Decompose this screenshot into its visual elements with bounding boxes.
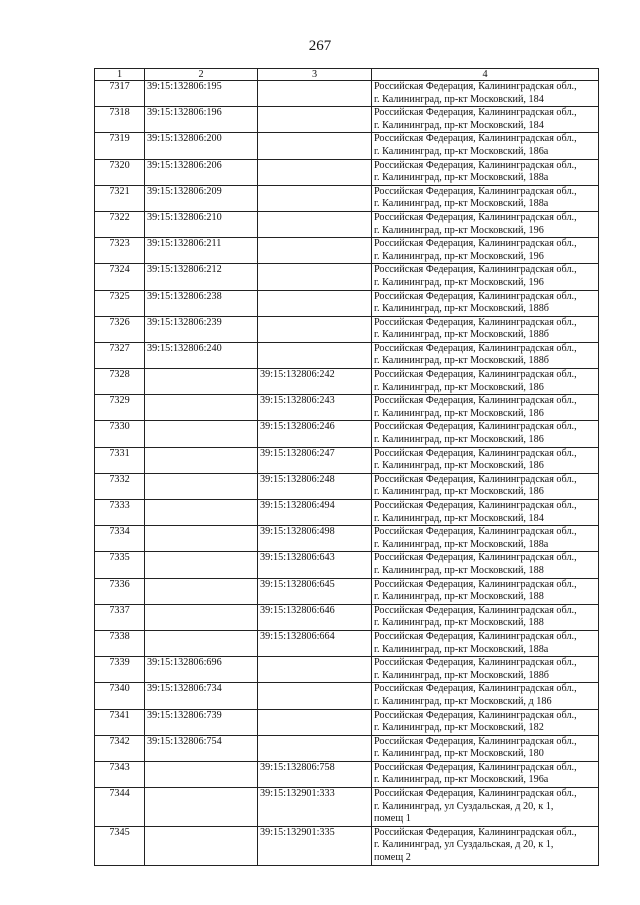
row-number: 7319 xyxy=(95,133,145,159)
address-cell xyxy=(372,290,599,316)
cadastral-number-col2: 39:15:132806:239 xyxy=(145,316,258,342)
table-row xyxy=(95,133,599,159)
table-row xyxy=(95,761,599,787)
address-cell xyxy=(372,826,599,865)
table-row xyxy=(95,552,599,578)
cadastral-number-col2: 39:15:132806:209 xyxy=(145,185,258,211)
table-row xyxy=(95,709,599,735)
cadastral-number-col2: 39:15:132806:195 xyxy=(145,81,258,107)
cadastral-number-col2 xyxy=(145,447,258,473)
column-header-3: 3 xyxy=(258,69,372,81)
cadastral-number-col3: 39:15:132806:758 xyxy=(258,761,372,787)
cadastral-number-col2 xyxy=(145,630,258,656)
address-cell xyxy=(372,159,599,185)
address-line: Российская Федерация, Калининградская обл., xyxy=(374,552,577,564)
column-header-2: 2 xyxy=(145,69,258,81)
table-row xyxy=(95,826,599,865)
address-line: Российская Федерация, Калининградская обл., xyxy=(374,211,577,223)
cadastral-number-col3: 39:15:132806:247 xyxy=(258,447,372,473)
table-row xyxy=(95,630,599,656)
address-line: Российская Федерация, Калининградская обл., xyxy=(374,290,577,302)
address-line: г. Калининград, ул Суздальская, д 20, к 1, xyxy=(374,839,554,851)
address-line: г. Калининград, пр-кт Московский, 184 xyxy=(374,512,544,524)
row-number: 7325 xyxy=(95,290,145,316)
address-line: Российская Федерация, Калининградская обл., xyxy=(374,369,577,381)
page-number: 267 xyxy=(308,38,332,54)
address-line: Российская Федерация, Калининградская обл., xyxy=(374,81,577,92)
address-cell xyxy=(372,735,599,761)
row-number: 7340 xyxy=(95,683,145,709)
address-line: г. Калининград, пр-кт Московский, 196 xyxy=(374,250,544,262)
row-number: 7327 xyxy=(95,342,145,368)
table-row xyxy=(95,447,599,473)
address-line: Российская Федерация, Калининградская обл., xyxy=(374,395,577,407)
cadastral-number-col3: 39:15:132806:494 xyxy=(258,500,372,526)
address-line: Российская Федерация, Калининградская обл., xyxy=(374,709,577,721)
cadastral-number-col3: 39:15:132806:664 xyxy=(258,630,372,656)
row-number: 7331 xyxy=(95,447,145,473)
address-cell xyxy=(372,709,599,735)
cadastral-number-col3 xyxy=(258,290,372,316)
cadastral-number-col3 xyxy=(258,185,372,211)
cadastral-number-col2 xyxy=(145,604,258,630)
address-line: г. Калининград, пр-кт Московский, 186 xyxy=(374,460,544,472)
address-line: г. Калининград, пр-кт Московский, 186 xyxy=(374,381,544,393)
cadastral-number-col2: 39:15:132806:212 xyxy=(145,264,258,290)
address-line: г. Калининград, пр-кт Московский, 188а xyxy=(374,643,549,655)
address-line: г. Калининград, пр-кт Московский, 188а xyxy=(374,172,549,184)
table-row xyxy=(95,500,599,526)
row-number: 7332 xyxy=(95,473,145,499)
table-row xyxy=(95,604,599,630)
row-number: 7317 xyxy=(95,81,145,107)
address-cell xyxy=(372,211,599,237)
cadastral-number-col2: 39:15:132806:754 xyxy=(145,735,258,761)
table-row xyxy=(95,683,599,709)
row-number: 7328 xyxy=(95,369,145,395)
address-line: г. Калининград, пр-кт Московский, 184 xyxy=(374,119,544,131)
cadastral-number-col2: 39:15:132806:696 xyxy=(145,657,258,683)
row-number: 7324 xyxy=(95,264,145,290)
address-cell xyxy=(372,657,599,683)
address-line: Российская Федерация, Калининградская обл., xyxy=(374,238,577,250)
cadastral-number-col3 xyxy=(258,264,372,290)
address-line: Российская Федерация, Калининградская обл., xyxy=(374,447,577,459)
address-cell xyxy=(372,526,599,552)
table-row xyxy=(95,81,599,107)
cadastral-number-col3: 39:15:132806:646 xyxy=(258,604,372,630)
row-number: 7321 xyxy=(95,185,145,211)
row-number: 7330 xyxy=(95,421,145,447)
address-cell xyxy=(372,107,599,133)
table-row xyxy=(95,735,599,761)
address-cell xyxy=(372,630,599,656)
cadastral-number-col3: 39:15:132806:242 xyxy=(258,369,372,395)
cadastral-number-col3 xyxy=(258,316,372,342)
cadastral-number-col3 xyxy=(258,683,372,709)
address-cell xyxy=(372,500,599,526)
cadastral-number-col3: 39:15:132806:498 xyxy=(258,526,372,552)
address-cell xyxy=(372,761,599,787)
address-cell xyxy=(372,473,599,499)
address-line: Российская Федерация, Калининградская обл., xyxy=(374,657,577,669)
row-number: 7333 xyxy=(95,500,145,526)
address-line: Российская Федерация, Калининградская обл., xyxy=(374,107,577,119)
address-cell xyxy=(372,604,599,630)
cadastral-number-col3 xyxy=(258,657,372,683)
address-cell xyxy=(372,578,599,604)
row-number: 7343 xyxy=(95,761,145,787)
cadastral-number-col3 xyxy=(258,238,372,264)
row-number: 7337 xyxy=(95,604,145,630)
address-line: г. Калининград, пр-кт Московский, 188б xyxy=(374,329,549,341)
cadastral-number-col3 xyxy=(258,81,372,107)
column-header-1: 1 xyxy=(95,69,145,81)
address-line: Российская Федерация, Калининградская обл., xyxy=(374,788,577,800)
address-cell xyxy=(372,264,599,290)
row-number: 7320 xyxy=(95,159,145,185)
column-header-4: 4 xyxy=(372,69,599,81)
address-cell xyxy=(372,421,599,447)
address-cell xyxy=(372,342,599,368)
address-line: Российская Федерация, Калининградская обл., xyxy=(374,159,577,171)
address-line: г. Калининград, пр-кт Московский, 188б xyxy=(374,303,549,315)
address-line: Российская Федерация, Калининградская обл., xyxy=(374,826,577,838)
address-line: Российская Федерация, Калининградская обл., xyxy=(374,578,577,590)
cadastral-number-col2: 39:15:132806:200 xyxy=(145,133,258,159)
row-number: 7338 xyxy=(95,630,145,656)
address-line: г. Калининград, пр-кт Московский, 196 xyxy=(374,224,544,236)
address-line: Российская Федерация, Калининградская обл., xyxy=(374,735,577,747)
address-line: Российская Федерация, Калининградская обл., xyxy=(374,421,577,433)
address-cell xyxy=(372,683,599,709)
cadastral-number-col3 xyxy=(258,709,372,735)
address-line: Российская Федерация, Калининградская обл., xyxy=(374,761,577,773)
cadastral-number-col2 xyxy=(145,826,258,865)
address-line: Российская Федерация, Калининградская обл., xyxy=(374,342,577,354)
table-row xyxy=(95,107,599,133)
cadastral-number-col2: 39:15:132806:196 xyxy=(145,107,258,133)
address-line: г. Калининград, пр-кт Московский, 188б xyxy=(374,669,549,681)
cadastral-number-col3: 39:15:132806:246 xyxy=(258,421,372,447)
cadastral-number-col3 xyxy=(258,133,372,159)
cadastral-number-col2: 39:15:132806:206 xyxy=(145,159,258,185)
row-number: 7322 xyxy=(95,211,145,237)
cadastral-number-col2 xyxy=(145,526,258,552)
address-line: г. Калининград, пр-кт Московский, 188 xyxy=(374,564,544,576)
row-number: 7335 xyxy=(95,552,145,578)
address-line: г. Калининград, пр-кт Московский, 188а xyxy=(374,198,549,210)
table-row xyxy=(95,159,599,185)
row-number: 7326 xyxy=(95,316,145,342)
cadastral-number-col2 xyxy=(145,421,258,447)
cadastral-number-col2 xyxy=(145,578,258,604)
row-number: 7329 xyxy=(95,395,145,421)
address-cell xyxy=(372,133,599,159)
address-line: Российская Федерация, Калининградская обл., xyxy=(374,316,577,328)
cadastral-number-col3: 39:15:132901:335 xyxy=(258,826,372,865)
cadastral-number-col2: 39:15:132806:238 xyxy=(145,290,258,316)
row-number: 7336 xyxy=(95,578,145,604)
address-line: г. Калининград, пр-кт Московский, 180 xyxy=(374,748,544,760)
address-cell xyxy=(372,81,599,107)
address-line: г. Калининград, пр-кт Московский, 196а xyxy=(374,774,549,786)
table-row xyxy=(95,369,599,395)
cadastral-number-col2 xyxy=(145,395,258,421)
address-line: г. Калининград, пр-кт Московский, 188 xyxy=(374,591,544,603)
cadastral-number-col3: 39:15:132806:243 xyxy=(258,395,372,421)
address-line: г. Калининград, пр-кт Московский, 186 xyxy=(374,434,544,446)
cadastral-number-col3 xyxy=(258,735,372,761)
cadastral-number-col2 xyxy=(145,500,258,526)
table-row xyxy=(95,526,599,552)
row-number: 7318 xyxy=(95,107,145,133)
cadastral-number-col3 xyxy=(258,107,372,133)
cadastral-number-col2: 39:15:132806:210 xyxy=(145,211,258,237)
cadastral-number-col2: 39:15:132806:240 xyxy=(145,342,258,368)
row-number: 7341 xyxy=(95,709,145,735)
table-row xyxy=(95,211,599,237)
table-row xyxy=(95,264,599,290)
row-number: 7323 xyxy=(95,238,145,264)
cadastral-number-col2 xyxy=(145,552,258,578)
cadastral-number-col2 xyxy=(145,369,258,395)
cadastral-registry-table xyxy=(94,68,599,866)
cadastral-number-col3 xyxy=(258,159,372,185)
cadastral-number-col2 xyxy=(145,761,258,787)
table-row xyxy=(95,421,599,447)
address-line: г. Калининград, пр-кт Московский, 182 xyxy=(374,722,544,734)
table-header-row xyxy=(95,69,599,81)
address-cell xyxy=(372,185,599,211)
cadastral-number-col2: 39:15:132806:734 xyxy=(145,683,258,709)
cadastral-number-col2: 39:15:132806:211 xyxy=(145,238,258,264)
cadastral-number-col3 xyxy=(258,342,372,368)
address-line: Российская Федерация, Калининградская обл., xyxy=(374,500,577,511)
cadastral-number-col3: 39:15:132901:333 xyxy=(258,788,372,827)
address-cell xyxy=(372,395,599,421)
address-cell xyxy=(372,447,599,473)
address-line: Российская Федерация, Калининградская обл., xyxy=(374,264,577,276)
cadastral-number-col2 xyxy=(145,788,258,827)
row-number: 7342 xyxy=(95,735,145,761)
cadastral-number-col3: 39:15:132806:645 xyxy=(258,578,372,604)
address-line: Российская Федерация, Калининградская обл., xyxy=(374,683,577,695)
address-line: г. Калининград, пр-кт Московский, 186 xyxy=(374,407,544,419)
cadastral-number-col2 xyxy=(145,473,258,499)
table-row xyxy=(95,342,599,368)
table-row xyxy=(95,290,599,316)
address-line: г. Калининград, пр-кт Московский, 188 xyxy=(374,617,544,629)
cadastral-number-col2: 39:15:132806:739 xyxy=(145,709,258,735)
cadastral-number-col3: 39:15:132806:643 xyxy=(258,552,372,578)
address-cell xyxy=(372,238,599,264)
table-row xyxy=(95,657,599,683)
address-line: Российская Федерация, Калининградская обл., xyxy=(374,604,577,616)
address-line: г. Калининград, пр-кт Московский, 188б xyxy=(374,355,549,367)
row-number: 7344 xyxy=(95,788,145,827)
address-line: г. Калининград, пр-кт Московский, д 186 xyxy=(374,695,552,707)
table-body xyxy=(95,81,599,866)
address-cell xyxy=(372,788,599,827)
cadastral-number-col3: 39:15:132806:248 xyxy=(258,473,372,499)
address-line: г. Калининград, пр-кт Московский, 186а xyxy=(374,145,549,157)
table-row xyxy=(95,473,599,499)
table-row xyxy=(95,578,599,604)
address-line: Российская Федерация, Калининградская обл., xyxy=(374,133,577,145)
table-row xyxy=(95,788,599,827)
address-line: Российская Федерация, Калининградская обл., xyxy=(374,526,577,538)
address-cell xyxy=(372,369,599,395)
address-line: г. Калининград, пр-кт Московский, 188а xyxy=(374,538,549,550)
address-line: помещ 2 xyxy=(374,852,411,864)
address-cell xyxy=(372,552,599,578)
row-number: 7339 xyxy=(95,657,145,683)
address-line: г. Калининград, пр-кт Московский, 186 xyxy=(374,486,544,498)
table-row xyxy=(95,316,599,342)
address-line: Российская Федерация, Калининградская обл., xyxy=(374,630,577,642)
row-number: 7345 xyxy=(95,826,145,865)
address-line: г. Калининград, пр-кт Московский, 196 xyxy=(374,276,544,288)
address-cell xyxy=(372,316,599,342)
row-number: 7334 xyxy=(95,526,145,552)
address-line: Российская Федерация, Калининградская обл., xyxy=(374,473,577,485)
table-row xyxy=(95,238,599,264)
address-line: г. Калининград, пр-кт Московский, 184 xyxy=(374,93,544,105)
address-line: помещ 1 xyxy=(374,813,411,825)
address-line: г. Калининград, ул Суздальская, д 20, к 1, xyxy=(374,800,554,812)
address-line: Российская Федерация, Калининградская обл., xyxy=(374,185,577,197)
table-row xyxy=(95,395,599,421)
cadastral-number-col3 xyxy=(258,211,372,237)
table-row xyxy=(95,185,599,211)
